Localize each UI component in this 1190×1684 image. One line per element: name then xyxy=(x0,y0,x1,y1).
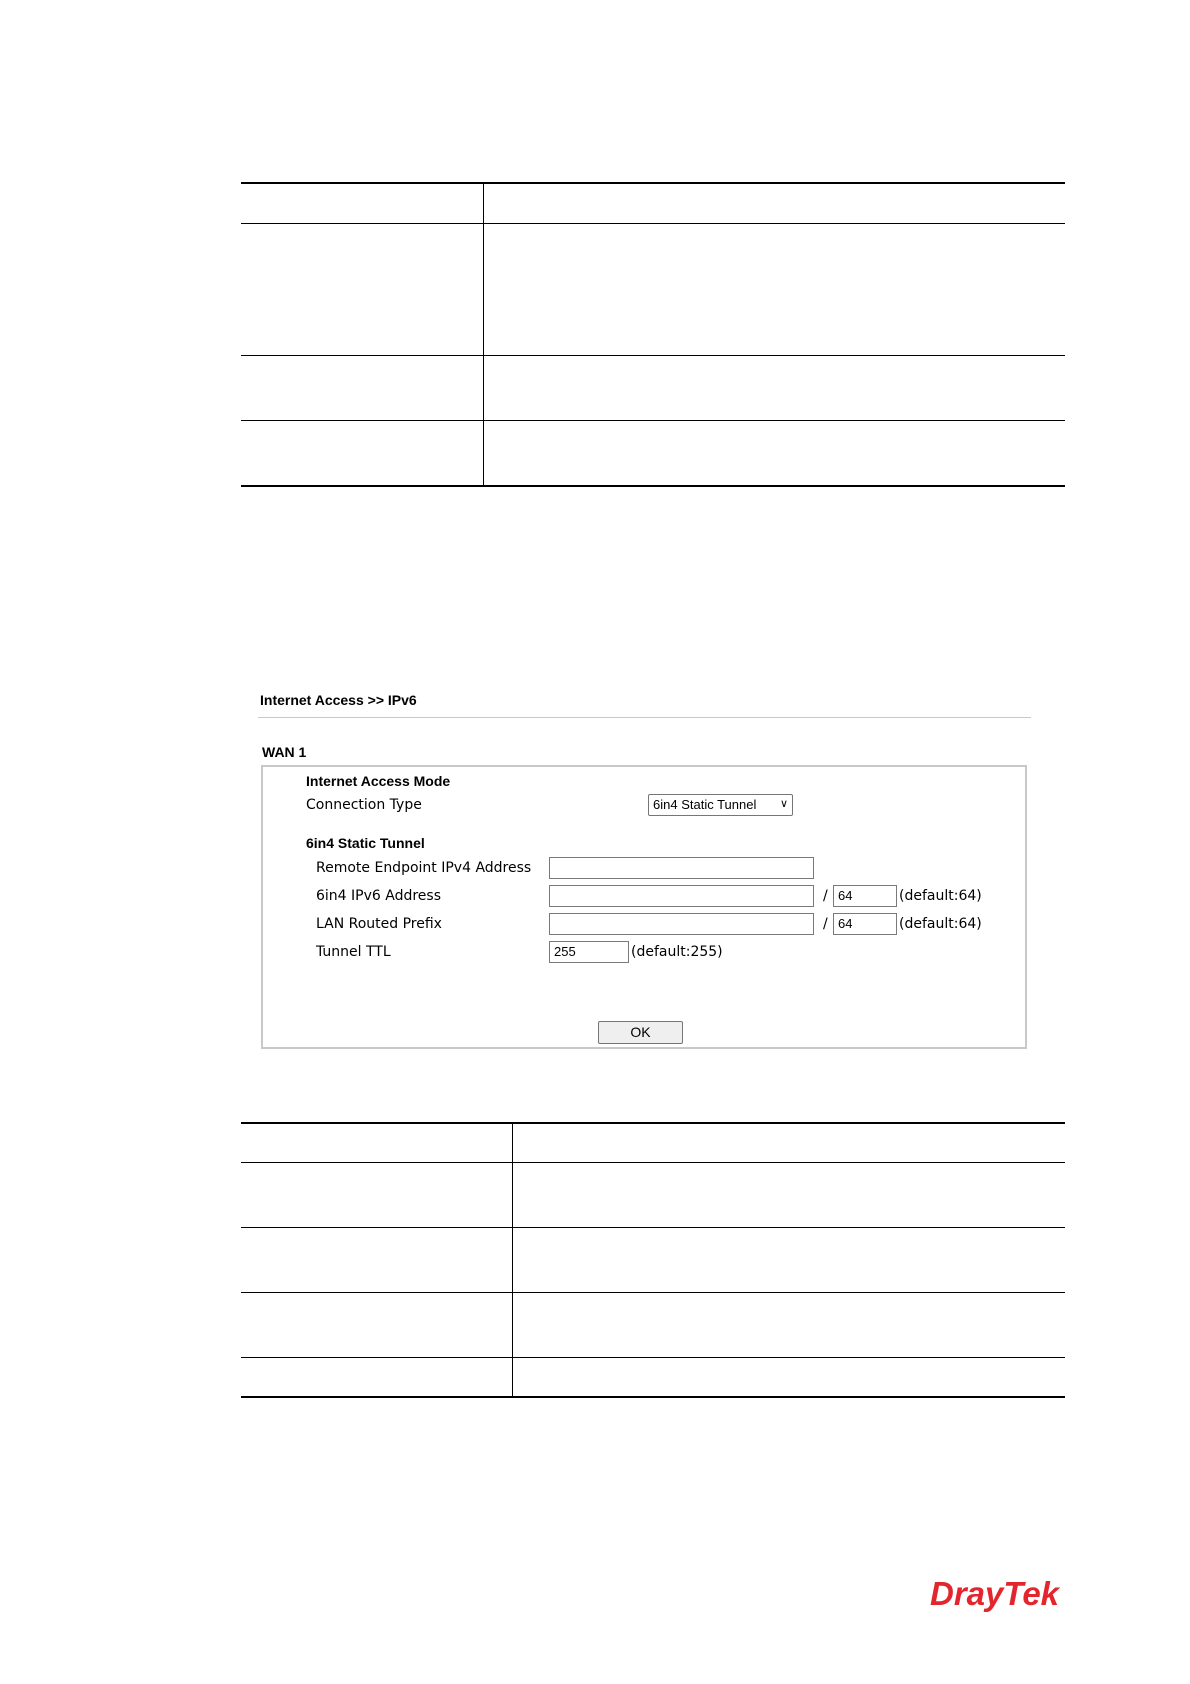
prefix-slash: / xyxy=(823,888,828,904)
table-top-rule xyxy=(241,1122,1065,1124)
table-bottom-rule xyxy=(241,485,1065,487)
tunnel-ttl-label: Tunnel TTL xyxy=(316,944,391,960)
connection-type-select[interactable] xyxy=(648,794,793,816)
draytek-logo xyxy=(928,1574,1068,1614)
lan-prefix-default: (default:64) xyxy=(899,916,982,932)
table-top-rule xyxy=(241,182,1065,184)
ipv6-address-label: 6in4 IPv6 Address xyxy=(316,888,441,904)
table-row-rule xyxy=(241,1357,1065,1358)
lan-prefix-length-input[interactable]: 64 xyxy=(833,913,897,935)
bottom-description-table xyxy=(241,1122,1065,1398)
logo-text: DrayTek xyxy=(930,1575,1060,1612)
table-row-rule xyxy=(241,1227,1065,1228)
table-bottom-rule xyxy=(241,1396,1065,1398)
ipv6-prefix-input[interactable]: 64 xyxy=(833,885,897,907)
chevron-down-icon: ∨ xyxy=(779,798,788,810)
remote-endpoint-label: Remote Endpoint IPv4 Address xyxy=(316,860,532,876)
breadcrumb-divider xyxy=(258,717,1031,718)
table-column-divider xyxy=(512,1122,513,1398)
table-row-rule xyxy=(241,420,1065,421)
tunnel-ttl-input[interactable]: 255 xyxy=(549,941,629,963)
table-row-rule xyxy=(241,1292,1065,1293)
tunnel-ttl-default: (default:255) xyxy=(631,944,723,960)
internet-access-mode-heading: Internet Access Mode xyxy=(306,773,451,789)
wan-settings-panel xyxy=(261,765,1027,1049)
top-description-table xyxy=(241,182,1065,488)
remote-endpoint-input[interactable] xyxy=(549,857,814,879)
table-header-rule xyxy=(241,1162,1065,1163)
table-header-rule xyxy=(241,223,1065,224)
ipv6-address-input[interactable] xyxy=(549,885,814,907)
ipv6-prefix-default: (default:64) xyxy=(899,888,982,904)
ok-button[interactable]: OK xyxy=(598,1021,683,1044)
table-row-rule xyxy=(241,355,1065,356)
lan-prefix-input[interactable] xyxy=(549,913,814,935)
table-column-divider xyxy=(483,182,484,487)
lan-prefix-slash: / xyxy=(823,916,828,932)
static-tunnel-heading: 6in4 Static Tunnel xyxy=(306,835,425,851)
router-config-screenshot xyxy=(258,692,1033,1056)
lan-prefix-label: LAN Routed Prefix xyxy=(316,916,442,932)
wan-title: WAN 1 xyxy=(262,744,307,760)
connection-type-label: Connection Type xyxy=(306,797,422,813)
connection-type-value: 6in4 Static Tunnel xyxy=(653,797,757,812)
breadcrumb: Internet Access >> IPv6 xyxy=(260,692,417,708)
